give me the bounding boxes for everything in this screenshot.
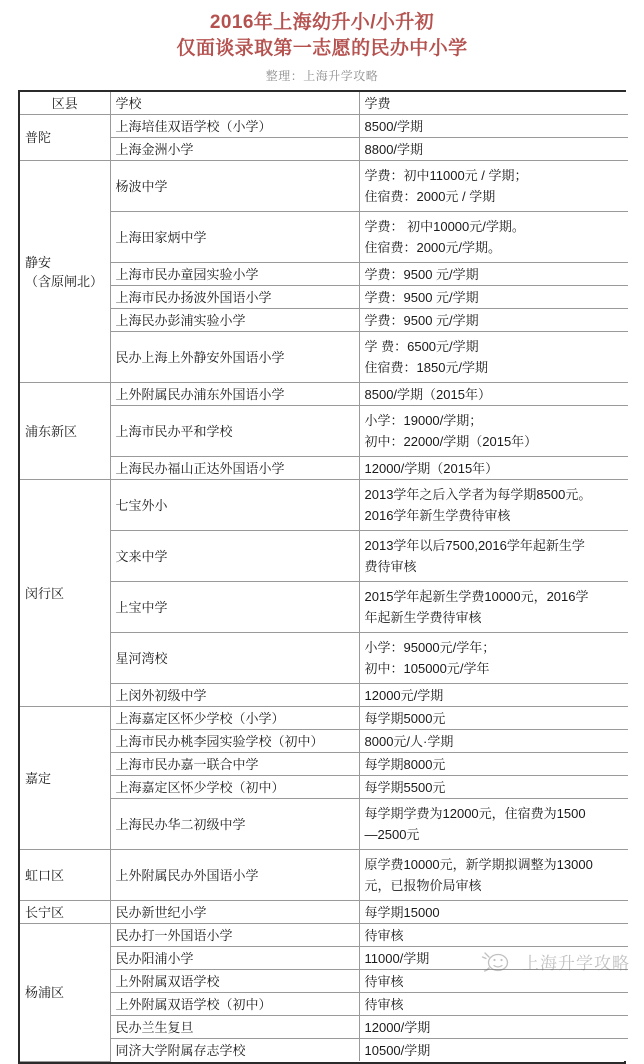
fee-table-container — [18, 90, 626, 1064]
district-cell: 嘉定 — [20, 707, 110, 850]
table-row — [20, 924, 628, 947]
district-cell: 普陀 — [20, 115, 110, 161]
school-name-cell: 七宝外小 — [110, 480, 359, 531]
fee-line: —2500元 — [364, 827, 420, 842]
school-name-cell: 民办阳浦小学 — [110, 947, 359, 970]
school-name-cell: 上海市民办童园实验小学 — [110, 263, 359, 286]
school-name-cell: 上闵外初级中学 — [110, 684, 359, 707]
school-name-cell: 杨波中学 — [110, 161, 359, 212]
fee-cell: 每学期5500元 — [359, 776, 628, 799]
school-name-cell: 上海金洲小学 — [110, 138, 359, 161]
fee-cell — [359, 212, 628, 263]
fee-cell — [359, 633, 628, 684]
table-row — [20, 1039, 628, 1062]
page-title-line-1: 2016年上海幼升小/小升初 — [209, 12, 435, 33]
school-name-cell: 上海市民办嘉一联合中学 — [110, 753, 359, 776]
table-row — [20, 457, 628, 480]
school-name-cell: 民办新世纪小学 — [110, 901, 359, 924]
school-name-cell: 上海民办彭浦实验小学 — [110, 309, 359, 332]
fee-cell — [359, 332, 628, 383]
district-name-line-2: （含原闸北） — [25, 273, 104, 289]
table-row — [20, 531, 628, 582]
fee-cell — [359, 406, 628, 457]
table-row — [20, 684, 628, 707]
fee-cell — [359, 850, 628, 901]
fee-cell: 每学期5000元 — [359, 707, 628, 730]
school-name-cell: 上海民办华二初级中学 — [110, 799, 359, 850]
school-name-cell: 上外附属双语学校 — [110, 970, 359, 993]
fee-line: 初中：105000元/学年 — [364, 661, 490, 676]
school-name-cell: 上海嘉定区怀少学校（小学） — [110, 707, 359, 730]
table-row — [20, 1016, 628, 1039]
fee-line: 小学：95000元/学年； — [364, 640, 496, 655]
fee-cell — [359, 799, 628, 850]
fee-line: 初中：22000/学期（2015年） — [364, 434, 538, 449]
fee-cell: 每学期15000 — [359, 901, 628, 924]
district-cell: 虹口区 — [20, 850, 110, 901]
table-row — [20, 776, 628, 799]
fee-line: 学 费：6500元/学期 — [364, 339, 479, 354]
fee-line: 元，已报物价局审核 — [364, 878, 482, 893]
fee-cell: 待审核 — [359, 993, 628, 1016]
table-row — [20, 383, 628, 406]
page-subtitle: 整理：上海升学攻略 — [265, 69, 379, 83]
table-row — [20, 138, 628, 161]
table-header-row — [20, 92, 628, 115]
table-row — [20, 970, 628, 993]
fee-cell: 8500/学期 — [359, 115, 628, 138]
fee-line: 2015学年起新生学费10000元，2016学 — [364, 589, 589, 604]
table-row — [20, 993, 628, 1016]
fee-line: 住宿费：2000元/学期。 — [364, 240, 502, 255]
table-row — [20, 799, 628, 850]
fee-line: 学费：初中11000元 / 学期； — [364, 168, 528, 183]
fee-line: 2013学年以后7500,2016学年起新生学 — [364, 538, 585, 553]
fee-line: 原学费10000元，新学期拟调整为13000 — [364, 857, 593, 872]
table-row — [20, 406, 628, 457]
table-row — [20, 115, 628, 138]
table-row — [20, 263, 628, 286]
page-header — [0, 0, 644, 86]
school-name-cell: 上宝中学 — [110, 582, 359, 633]
school-name-cell: 上海田家炳中学 — [110, 212, 359, 263]
fee-line: 住宿费：1850元/学期 — [364, 360, 489, 375]
table-row — [20, 480, 628, 531]
school-name-cell: 上外附属民办浦东外国语小学 — [110, 383, 359, 406]
fee-line: 2016学年新生学费待审核 — [364, 508, 511, 523]
fee-cell: 12000元/学期 — [359, 684, 628, 707]
school-name-cell: 文来中学 — [110, 531, 359, 582]
school-name-cell: 同济大学附属存志学校 — [110, 1039, 359, 1062]
fee-line: 年起新生学费待审核 — [364, 610, 482, 625]
fee-cell — [359, 531, 628, 582]
table-row — [20, 753, 628, 776]
table-row — [20, 582, 628, 633]
column-header-fee: 学费 — [359, 92, 628, 115]
fee-cell: 11000/学期 — [359, 947, 628, 970]
district-name-line-1: 静安 — [25, 254, 52, 270]
fee-cell: 8500/学期（2015年） — [359, 383, 628, 406]
district-cell: 杨浦区 — [20, 924, 110, 1062]
table-row — [20, 947, 628, 970]
school-name-cell: 上海民办福山正达外国语小学 — [110, 457, 359, 480]
table-row — [20, 286, 628, 309]
school-name-cell: 上海市民办平和学校 — [110, 406, 359, 457]
fee-line: 费待审核 — [364, 559, 417, 574]
column-header-district: 区县 — [20, 92, 110, 115]
fee-cell: 学费：9500 元/学期 — [359, 309, 628, 332]
column-header-school: 学校 — [110, 92, 359, 115]
table-row — [20, 707, 628, 730]
school-name-cell: 民办打一外国语小学 — [110, 924, 359, 947]
fee-line: 小学：19000/学期； — [364, 413, 483, 428]
school-name-cell: 上海市民办扬波外国语小学 — [110, 286, 359, 309]
table-row — [20, 633, 628, 684]
fee-cell: 待审核 — [359, 970, 628, 993]
fee-line: 学费： 初中10000元/学期。 — [364, 219, 525, 234]
fee-line: 2013学年之后入学者为每学期8500元。 — [364, 487, 592, 502]
table-row — [20, 730, 628, 753]
fee-cell: 8800/学期 — [359, 138, 628, 161]
fee-cell: 10500/学期 — [359, 1039, 628, 1062]
district-cell: 长宁区 — [20, 901, 110, 924]
table-row — [20, 212, 628, 263]
fee-cell: 学费：9500 元/学期 — [359, 263, 628, 286]
fee-cell: 学费：9500 元/学期 — [359, 286, 628, 309]
fee-cell — [359, 582, 628, 633]
table-row — [20, 332, 628, 383]
fee-line: 每学期学费为12000元，住宿费为1500 — [364, 806, 586, 821]
private-school-fee-table — [20, 92, 628, 1062]
fee-cell — [359, 480, 628, 531]
school-name-cell: 上海嘉定区怀少学校（初中） — [110, 776, 359, 799]
table-row — [20, 850, 628, 901]
fee-cell: 12000/学期（2015年） — [359, 457, 628, 480]
school-name-cell: 上海培佳双语学校（小学） — [110, 115, 359, 138]
district-cell: 闵行区 — [20, 480, 110, 707]
watermark-text: 上海升学攻略 — [522, 954, 630, 973]
school-name-cell: 上海市民办桃李园实验学校（初中） — [110, 730, 359, 753]
fee-cell: 每学期8000元 — [359, 753, 628, 776]
table-row — [20, 901, 628, 924]
school-name-cell: 民办兰生复旦 — [110, 1016, 359, 1039]
table-row — [20, 161, 628, 212]
school-name-cell: 星河湾校 — [110, 633, 359, 684]
page-title-line-2: 仅面谈录取第一志愿的民办中小学 — [176, 38, 468, 59]
school-name-cell: 民办上海上外静安外国语小学 — [110, 332, 359, 383]
fee-cell: 12000/学期 — [359, 1016, 628, 1039]
fee-cell: 8000元/人·学期 — [359, 730, 628, 753]
school-name-cell: 上外附属双语学校（初中） — [110, 993, 359, 1016]
district-cell — [20, 161, 110, 383]
school-name-cell: 上外附属民办外国语小学 — [110, 850, 359, 901]
table-row — [20, 309, 628, 332]
fee-cell — [359, 161, 628, 212]
fee-line: 住宿费：2000元 / 学期 — [364, 189, 496, 204]
district-cell: 浦东新区 — [20, 383, 110, 480]
fee-cell: 待审核 — [359, 924, 628, 947]
